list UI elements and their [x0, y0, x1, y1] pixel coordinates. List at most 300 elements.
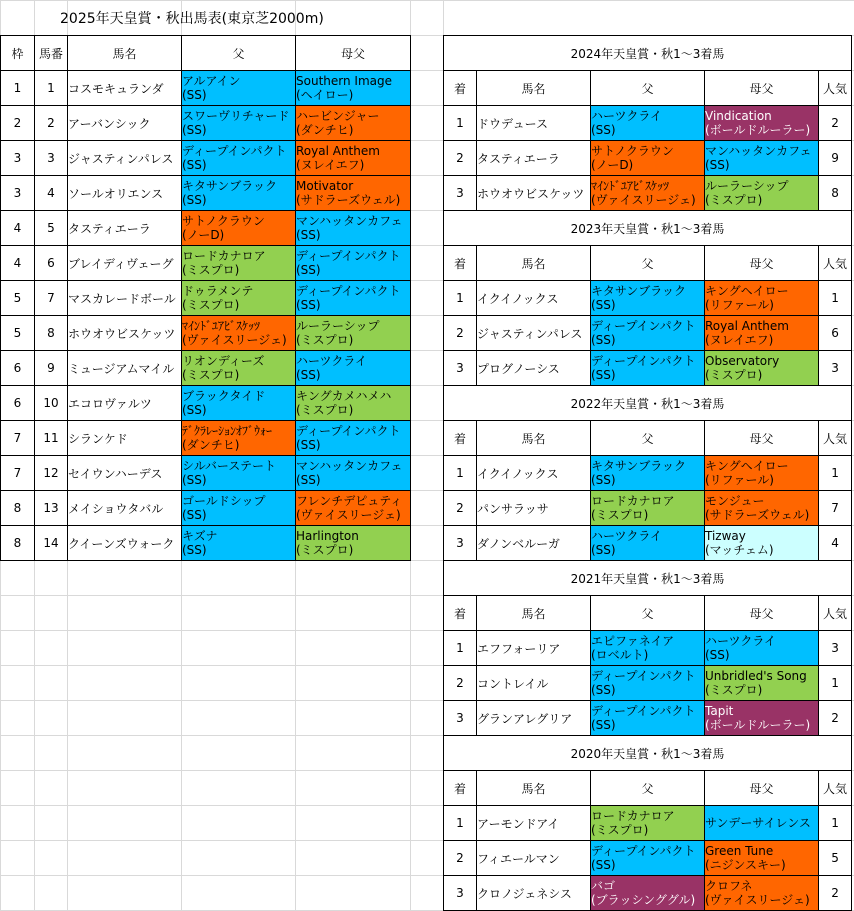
horse-name-cell: イクイノックス [477, 281, 591, 316]
popularity-cell: 2 [819, 106, 852, 141]
position-cell: 1 [444, 106, 477, 141]
horse-name-cell: メイショウタバル [68, 491, 182, 526]
sire-cell-line: (ミスプロ) [182, 368, 240, 382]
position-cell: 2 [444, 141, 477, 176]
position-cell: 2 [444, 666, 477, 701]
header-dam-sire: 母父 [705, 421, 819, 456]
sire-cell [591, 316, 705, 351]
dam-sire-cell [296, 141, 411, 176]
dam-sire-cell-line: (リファール) [705, 473, 774, 487]
position-cell: 1 [444, 281, 477, 316]
horse-name-cell: クロノジェネシス [477, 876, 591, 911]
sire-cell [591, 526, 705, 561]
sire-cell-name: ゴールドシップ [182, 494, 266, 508]
dam-sire-cell [296, 316, 411, 351]
number-cell: 13 [35, 491, 68, 526]
popularity-cell: 7 [819, 491, 852, 526]
horse-name-cell: グランアレグリア [477, 701, 591, 736]
dam-sire-cell [705, 456, 819, 491]
horse-name-cell: ジャスティンパレス [477, 316, 591, 351]
sire-cell-line: (ヴァイスリージェ) [182, 333, 287, 347]
number-cell: 9 [35, 351, 68, 386]
horse-name-cell: ホウオウビスケッツ [68, 316, 182, 351]
sire-cell-name: キズナ [182, 529, 218, 543]
horse-name-cell: クイーンズウォーク [68, 526, 182, 561]
sire-cell-line: (SS) [591, 473, 616, 487]
entries-header-row [1, 36, 411, 71]
sire-cell-line: (ミスプロ) [591, 823, 649, 837]
table-row [444, 841, 852, 876]
sire-cell-line: (SS) [182, 158, 207, 172]
sire-cell-name: ﾏｲﾝﾄﾞﾕｱﾋﾞｽｹｯﾂ [591, 179, 670, 193]
dam-sire-cell-name: ルーラーシップ [705, 179, 789, 193]
header-horse-name: 馬名 [477, 596, 591, 631]
dam-sire-cell-name: Southern Image [296, 74, 392, 88]
horse-name-cell: ソールオリエンス [68, 176, 182, 211]
header-popularity: 人気 [819, 246, 852, 281]
results-heading: 2022年天皇賞・秋1～3着馬 [444, 386, 852, 421]
dam-sire-cell-name: Observatory [705, 354, 780, 368]
dam-sire-cell-line: (ヴァイスリージェ) [705, 893, 810, 907]
dam-sire-cell [705, 281, 819, 316]
sire-cell-name: ディープインパクト [591, 704, 696, 718]
popularity-cell: 2 [819, 876, 852, 911]
dam-sire-cell-line: (サドラーズウェル) [705, 508, 810, 522]
dam-sire-cell [296, 421, 411, 456]
header-position: 着 [444, 71, 477, 106]
results-heading-row [444, 736, 852, 771]
table-row [444, 176, 852, 211]
waku-cell: 6 [1, 386, 35, 421]
sire-cell-name: ディープインパクト [182, 144, 287, 158]
table-row [1, 176, 411, 211]
sire-cell-name: ドゥラメンテ [182, 284, 254, 298]
dam-sire-cell [296, 456, 411, 491]
results-table [443, 210, 852, 386]
horse-name-cell: ジャスティンパレス [68, 141, 182, 176]
results-header-row [444, 771, 852, 806]
dam-sire-cell-line: (SS) [296, 368, 321, 382]
sire-cell-line: (ミスプロ) [182, 298, 240, 312]
table-row [1, 386, 411, 421]
dam-sire-cell-name: マンハッタンカフェ [705, 144, 812, 158]
table-row [444, 666, 852, 701]
waku-cell: 1 [1, 71, 35, 106]
horse-name-cell: イクイノックス [477, 456, 591, 491]
horse-name-cell: タスティエーラ [477, 141, 591, 176]
sire-cell-name: シルバーステート [182, 459, 277, 473]
waku-cell: 4 [1, 246, 35, 281]
dam-sire-cell-line: (ヘイロー) [296, 88, 354, 102]
dam-sire-cell [296, 71, 411, 106]
dam-sire-cell-line: (SS) [296, 438, 321, 452]
position-cell: 2 [444, 491, 477, 526]
dam-sire-cell-name: マンハッタンカフェ [296, 459, 403, 473]
position-cell: 3 [444, 526, 477, 561]
position-cell: 2 [444, 841, 477, 876]
header-horse-name: 馬名 [477, 71, 591, 106]
dam-sire-cell-line: (ミスプロ) [296, 403, 354, 417]
waku-cell: 7 [1, 456, 35, 491]
header-dam-sire: 母父 [705, 596, 819, 631]
sire-cell-name: ロードカナロア [591, 494, 675, 508]
dam-sire-cell-name: Tapit [705, 704, 734, 718]
page-title: 2025年天皇賞・秋出馬表(東京芝2000m) [60, 11, 324, 27]
sire-cell-line: (SS) [182, 508, 207, 522]
header-dam-sire: 母父 [296, 36, 411, 71]
sire-cell [182, 176, 296, 211]
number-cell: 3 [35, 141, 68, 176]
sire-cell [182, 421, 296, 456]
popularity-cell: 6 [819, 316, 852, 351]
sire-cell [182, 351, 296, 386]
sire-cell [182, 526, 296, 561]
dam-sire-cell [296, 281, 411, 316]
dam-sire-cell-line: (ミスプロ) [296, 333, 354, 347]
dam-sire-cell-name: Motivator [296, 179, 354, 193]
sire-cell [591, 666, 705, 701]
sire-cell [591, 806, 705, 841]
number-cell: 7 [35, 281, 68, 316]
dam-sire-cell-line: (ボールドルーラー) [705, 123, 811, 137]
results-heading-row [444, 36, 852, 71]
waku-cell: 2 [1, 106, 35, 141]
table-row [1, 246, 411, 281]
popularity-cell: 5 [819, 841, 852, 876]
sire-cell [591, 351, 705, 386]
dam-sire-cell [705, 876, 819, 911]
results-header-row [444, 596, 852, 631]
results-table [443, 735, 852, 911]
results-table [443, 35, 852, 211]
table-row [444, 281, 852, 316]
header-dam-sire: 母父 [705, 71, 819, 106]
entries-table [0, 35, 411, 561]
dam-sire-cell [705, 526, 819, 561]
sire-cell-line: (SS) [591, 683, 616, 697]
dam-sire-cell [296, 386, 411, 421]
sire-cell-name: ディープインパクト [591, 844, 696, 858]
sire-cell-name: ブラックタイド [182, 389, 266, 403]
dam-sire-cell-name: ハーツクライ [296, 354, 368, 368]
dam-sire-cell-name: キングカメハメハ [296, 389, 392, 403]
sire-cell-line: (SS) [591, 123, 616, 137]
position-cell: 3 [444, 876, 477, 911]
results-heading: 2021年天皇賞・秋1～3着馬 [444, 561, 852, 596]
header-position: 着 [444, 421, 477, 456]
dam-sire-cell-name: Royal Anthem [705, 319, 789, 333]
dam-sire-cell-line: (マッチェム) [705, 543, 774, 557]
results-table [443, 560, 852, 736]
dam-sire-cell-line: (ヴァイスリージェ) [296, 508, 401, 522]
table-row [1, 456, 411, 491]
results-heading-row [444, 386, 852, 421]
sire-cell [182, 491, 296, 526]
dam-sire-cell-name: フレンチデピュティ [296, 494, 403, 508]
table-row [444, 141, 852, 176]
horse-name-cell: ミュージアムマイル [68, 351, 182, 386]
dam-sire-cell-line: (SS) [296, 298, 321, 312]
dam-sire-cell-name: ハーツクライ [705, 634, 777, 648]
horse-name-cell: マスカレードボール [68, 281, 182, 316]
sire-cell [591, 176, 705, 211]
popularity-cell: 1 [819, 666, 852, 701]
dam-sire-cell-name: Harlington [296, 529, 359, 543]
header-popularity: 人気 [819, 596, 852, 631]
results-heading: 2020年天皇賞・秋1～3着馬 [444, 736, 852, 771]
dam-sire-cell-line: (SS) [296, 263, 321, 277]
sire-cell-line: (SS) [591, 718, 616, 732]
header-sire: 父 [591, 771, 705, 806]
horse-name-cell: ドウデュース [477, 106, 591, 141]
sire-cell-name: ﾏｲﾝﾄﾞﾕｱﾋﾞｽｹｯﾂ [182, 319, 261, 333]
position-cell: 1 [444, 806, 477, 841]
header-number: 馬番 [35, 36, 68, 71]
dam-sire-cell [705, 106, 819, 141]
table-row [444, 806, 852, 841]
header-horse-name: 馬名 [477, 246, 591, 281]
popularity-cell: 9 [819, 141, 852, 176]
dam-sire-cell [296, 491, 411, 526]
sire-cell-name: サトノクラウン [182, 214, 265, 228]
sire-cell [591, 631, 705, 666]
popularity-cell: 1 [819, 806, 852, 841]
dam-sire-cell [705, 806, 819, 841]
results-header-row [444, 71, 852, 106]
position-cell: 3 [444, 351, 477, 386]
sire-cell [591, 106, 705, 141]
sire-cell [182, 246, 296, 281]
sire-cell-name: ハーツクライ [591, 529, 663, 543]
number-cell: 1 [35, 71, 68, 106]
sire-cell-name: アルアイン [182, 74, 241, 88]
dam-sire-cell [296, 526, 411, 561]
header-dam-sire: 母父 [705, 246, 819, 281]
results-heading-row [444, 561, 852, 596]
sire-cell-line: (ロベルト) [591, 648, 649, 662]
sire-cell [182, 106, 296, 141]
header-sire: 父 [591, 421, 705, 456]
dam-sire-cell [296, 351, 411, 386]
sire-cell [182, 141, 296, 176]
horse-name-cell: フィエールマン [477, 841, 591, 876]
sire-cell-name: エピファネイア [591, 634, 675, 648]
header-horse-name: 馬名 [477, 421, 591, 456]
dam-sire-cell-name: サンデーサイレンス [705, 816, 811, 830]
table-row [1, 421, 411, 456]
horse-name-cell: ダノンベルーガ [477, 526, 591, 561]
dam-sire-cell [705, 141, 819, 176]
dam-sire-cell-line: (ニジンスキー) [705, 858, 786, 872]
sire-cell [591, 141, 705, 176]
dam-sire-cell [705, 666, 819, 701]
dam-sire-cell [705, 631, 819, 666]
sire-cell-line: (SS) [182, 88, 207, 102]
sire-cell-name: ロードカナロア [182, 249, 266, 263]
sire-cell-name: サトノクラウン [591, 144, 674, 158]
sire-cell [591, 491, 705, 526]
sire-cell-name: ロードカナロア [591, 809, 675, 823]
sire-cell-line: (ノーD) [182, 228, 225, 242]
header-sire: 父 [591, 596, 705, 631]
sire-cell-line: (SS) [182, 543, 207, 557]
sire-cell-name: ディープインパクト [591, 669, 696, 683]
horse-name-cell: アーバンシック [68, 106, 182, 141]
sire-cell-name: キタサンブラック [182, 179, 278, 193]
sire-cell-name: スワーヴリチャード [182, 109, 290, 123]
sire-cell [182, 281, 296, 316]
dam-sire-cell-line: (SS) [296, 228, 321, 242]
dam-sire-cell-line: (ヌレイエフ) [296, 158, 365, 172]
dam-sire-cell [705, 316, 819, 351]
sire-cell-name: バゴ [591, 879, 616, 893]
number-cell: 12 [35, 456, 68, 491]
popularity-cell: 2 [819, 701, 852, 736]
sire-cell-line: (ノーD) [591, 158, 634, 172]
dam-sire-cell-name: キングヘイロー [705, 459, 789, 473]
table-row [444, 876, 852, 911]
waku-cell: 3 [1, 141, 35, 176]
popularity-cell: 8 [819, 176, 852, 211]
table-row [444, 526, 852, 561]
waku-cell: 3 [1, 176, 35, 211]
dam-sire-cell-name: ルーラーシップ [296, 319, 380, 333]
horse-name-cell: パンサラッサ [477, 491, 591, 526]
sire-cell-name: ハーツクライ [591, 109, 663, 123]
results-header-row [444, 421, 852, 456]
popularity-cell: 3 [819, 351, 852, 386]
sire-cell [591, 456, 705, 491]
sire-cell [591, 876, 705, 911]
position-cell: 1 [444, 631, 477, 666]
popularity-cell: 1 [819, 456, 852, 491]
results-heading: 2023年天皇賞・秋1～3着馬 [444, 211, 852, 246]
waku-cell: 5 [1, 316, 35, 351]
dam-sire-cell-name: ハービンジャー [296, 109, 380, 123]
table-row [444, 351, 852, 386]
horse-name-cell: コスモキュランダ [68, 71, 182, 106]
waku-cell: 5 [1, 281, 35, 316]
dam-sire-cell-name: クロフネ [705, 879, 753, 893]
popularity-cell: 3 [819, 631, 852, 666]
sire-cell [182, 386, 296, 421]
table-row [1, 106, 411, 141]
sire-cell-line: (ダンチヒ) [182, 438, 240, 452]
horse-name-cell: エフフォーリア [477, 631, 591, 666]
horse-name-cell: コントレイル [477, 666, 591, 701]
sire-cell-name: ﾃﾞｸﾗﾚｰｼｮﾝｵﾌﾞｳｫｰ [182, 424, 273, 438]
header-sire: 父 [591, 246, 705, 281]
sire-cell-line: (SS) [591, 858, 616, 872]
horse-name-cell: タスティエーラ [68, 211, 182, 246]
table-row [1, 281, 411, 316]
sire-cell-line: (SS) [591, 298, 616, 312]
number-cell: 11 [35, 421, 68, 456]
dam-sire-cell-line: (ミスプロ) [705, 368, 763, 382]
table-row [444, 491, 852, 526]
dam-sire-cell-line: (リファール) [705, 298, 774, 312]
sire-cell-name: キタサンブラック [591, 459, 687, 473]
dam-sire-cell-line: (ミスプロ) [705, 683, 763, 697]
dam-sire-cell-name: モンジュー [705, 494, 765, 508]
position-cell: 1 [444, 456, 477, 491]
number-cell: 14 [35, 526, 68, 561]
header-popularity: 人気 [819, 771, 852, 806]
table-row [1, 211, 411, 246]
dam-sire-cell-line: (ヌレイエフ) [705, 333, 774, 347]
sire-cell-line: (SS) [591, 368, 616, 382]
horse-name-cell: ブレイディヴェーグ [68, 246, 182, 281]
number-cell: 2 [35, 106, 68, 141]
header-dam-sire: 母父 [705, 771, 819, 806]
dam-sire-cell [705, 701, 819, 736]
dam-sire-cell-name: Royal Anthem [296, 144, 380, 158]
sire-cell-line: (SS) [182, 403, 207, 417]
table-row [444, 456, 852, 491]
table-row [1, 491, 411, 526]
sire-cell [182, 456, 296, 491]
dam-sire-cell-line: (ミスプロ) [296, 543, 354, 557]
dam-sire-cell-name: ディープインパクト [296, 424, 401, 438]
dam-sire-cell-line: (ボールドルーラー) [705, 718, 811, 732]
dam-sire-cell-name: Unbridled's Song [705, 669, 807, 683]
sire-cell-name: リオンディーズ [182, 354, 265, 368]
header-waku: 枠 [1, 36, 35, 71]
header-popularity: 人気 [819, 71, 852, 106]
table-row [444, 701, 852, 736]
table-row [1, 71, 411, 106]
sire-cell-line: (ヴァイスリージェ) [591, 193, 696, 207]
dam-sire-cell-line: (サドラーズウェル) [296, 193, 401, 207]
number-cell: 4 [35, 176, 68, 211]
sire-cell-line: (SS) [591, 543, 616, 557]
results-heading-row [444, 211, 852, 246]
horse-name-cell: セイウンハーデス [68, 456, 182, 491]
dam-sire-cell [296, 246, 411, 281]
header-sire: 父 [182, 36, 296, 71]
number-cell: 5 [35, 211, 68, 246]
dam-sire-cell [296, 176, 411, 211]
dam-sire-cell [705, 176, 819, 211]
dam-sire-cell [705, 841, 819, 876]
popularity-cell: 4 [819, 526, 852, 561]
position-cell: 3 [444, 176, 477, 211]
dam-sire-cell [705, 491, 819, 526]
dam-sire-cell-name: ディープインパクト [296, 284, 401, 298]
header-position: 着 [444, 246, 477, 281]
sire-cell-name: ディープインパクト [591, 319, 696, 333]
table-row [444, 316, 852, 351]
dam-sire-cell-line: (SS) [296, 473, 321, 487]
dam-sire-cell [296, 211, 411, 246]
position-cell: 3 [444, 701, 477, 736]
dam-sire-cell-name: Tizway [705, 529, 746, 543]
header-position: 着 [444, 771, 477, 806]
dam-sire-cell-name: Vindication [705, 109, 772, 123]
sire-cell-line: (ミスプロ) [182, 263, 240, 277]
header-horse-name: 馬名 [68, 36, 182, 71]
sire-cell [591, 701, 705, 736]
sire-cell-name: ディープインパクト [591, 354, 696, 368]
dam-sire-cell-line: (ミスプロ) [705, 193, 763, 207]
number-cell: 10 [35, 386, 68, 421]
waku-cell: 8 [1, 526, 35, 561]
dam-sire-cell-name: キングヘイロー [705, 284, 789, 298]
horse-name-cell: シランケド [68, 421, 182, 456]
dam-sire-cell-line: (ダンチヒ) [296, 123, 354, 137]
horse-name-cell: ホウオウビスケッツ [477, 176, 591, 211]
sire-cell-name: キタサンブラック [591, 284, 687, 298]
